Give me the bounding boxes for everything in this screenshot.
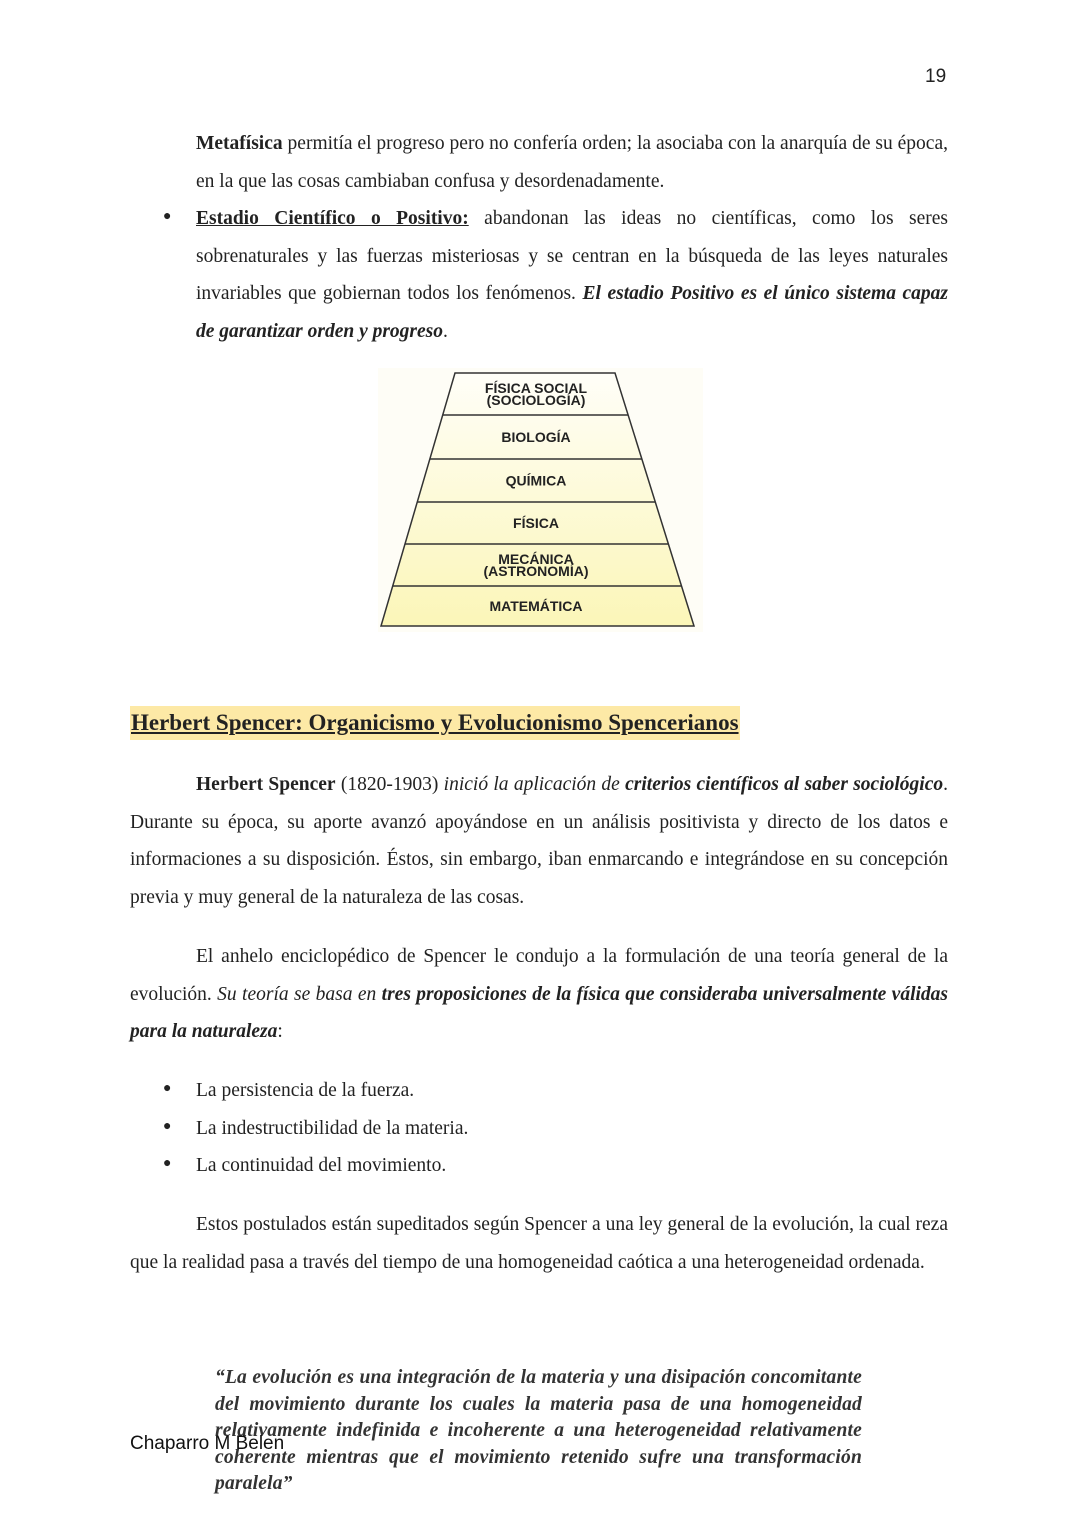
bullet-icon: ● [163, 209, 172, 224]
pyramid-level-label: (ASTRONOMÍA) [483, 563, 589, 579]
evolution-paragraph [130, 938, 948, 1051]
text-end: : [277, 1021, 283, 1042]
list-item: La continuidad del movimiento. [196, 1155, 447, 1176]
italic: inició la aplicación de [443, 774, 626, 795]
postulates-paragraph: Estos postulados están supeditados según Spencer a una ley general de la evolución, la cual reza que la realidad pasa a través del tiempo de una homogeneidad caótica a una heterogeneidad ordenada. [130, 1214, 948, 1273]
pyramid-level-label: FÍSICA [513, 515, 559, 531]
emphasis: tres proposiciones de la física que consideraba universalmente válidas para la naturaleza [130, 983, 948, 1042]
list-item: La persistencia de la fuerza. [196, 1080, 415, 1101]
spencer-quote: “La evolución es una integración de la materia y una disipación concomitante del movimiento durante los cuales la materia pasa de una homogeneidad relativamente indefinida e incoherente a una heterogeneidad relativamente coherente mientras que el movimiento retenido sufre una transformación paralela” [215, 1367, 862, 1494]
pyramid-level-label: MATEMÁTICA [489, 598, 583, 614]
bullet-icon: ● [163, 1081, 172, 1096]
page-number: 19 [925, 66, 947, 87]
emphasis: criterios científicos al saber sociológico [625, 774, 944, 795]
pyramid-level-label: (SOCIOLOGÍA) [486, 392, 586, 408]
metafisica-paragraph [196, 125, 948, 200]
term-title: Estadio Científico o Positivo: [196, 208, 469, 229]
bullet-icon: ● [163, 1156, 172, 1171]
footer-author: Chaparro M Belen [130, 1433, 285, 1454]
pyramid-level-label: BIOLOGÍA [501, 429, 571, 445]
pyramid-level-label: FÍSICA SOCIAL [484, 380, 588, 396]
dates: (1820-1903) [335, 774, 444, 795]
text: . Durante su época, su aporte avanzó apoyándose en un análisis positivista y directo de los datos e informaciones a su disposición. Éstos, sin embargo, iban enmarcando e integrándose en su concepción previa y muy general de la naturaleza de las cosas. [130, 774, 948, 908]
spencer-paragraph [130, 766, 948, 916]
italic: Su teoría se basa en [217, 983, 382, 1005]
bullet-icon: ● [163, 1119, 172, 1134]
list-item: La indestructibilidad de la materia. [196, 1118, 469, 1139]
emphasis: El estadio Positivo es el único sistema capaz de garantizar orden y progreso [196, 283, 948, 342]
pyramid-level-label: MECÁNICA [498, 551, 574, 567]
name: Herbert Spencer [196, 774, 336, 795]
text: permitía el progreso pero no confería orden; la asociaba con la anarquía de su época, en la que las cosas cambiaban confusa y desordenadamente. [196, 133, 948, 192]
text: El anhelo enciclopédico de Spencer le condujo a la formulación de una teoría general de la evolución. [130, 946, 948, 1005]
pyramid-level-label: QUÍMICA [505, 472, 567, 489]
section-title: Herbert Spencer: Organicismo y Evolucionismo Spencerianos [130, 706, 740, 740]
text: abandonan las ideas no científicas, como los seres sobrenaturales y las fuerzas misteriosas y se centran en la búsqueda de las leyes naturales invariables que gobiernan todos los fenómenos. [196, 208, 948, 304]
text-end: . [443, 320, 448, 342]
sciences-pyramid [378, 368, 703, 632]
bold-term: Metafísica [196, 133, 283, 154]
positivo-paragraph [196, 200, 948, 350]
